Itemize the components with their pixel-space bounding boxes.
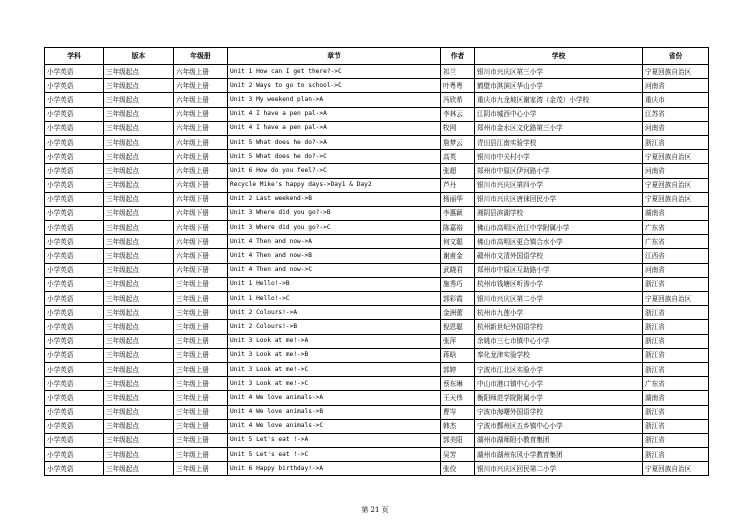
cell-author: 陈嘉裕 <box>441 221 475 235</box>
table-row <box>45 448 709 462</box>
cell-author: 吴芳 <box>441 448 475 462</box>
cell-school: 银川市兴庆区第三小学 <box>475 65 643 79</box>
header-province: 省份 <box>643 48 709 65</box>
cell-chapter: Unit 2 Ways to go to school->C <box>228 79 441 93</box>
cell-author: 金洲蕾 <box>441 306 475 320</box>
cell-subject: 小学英语 <box>45 164 104 178</box>
cell-edition: 三年级起点 <box>104 107 174 121</box>
cell-edition: 三年级起点 <box>104 292 174 306</box>
cell-grade-volume: 三年级上册 <box>174 320 228 334</box>
cell-school: 郑州市中原区伊河路小学 <box>475 164 643 178</box>
cell-author: 高英 <box>441 150 475 164</box>
table-row <box>45 135 709 149</box>
cell-author: 祁兰 <box>441 65 475 79</box>
cell-school: 江阴市城西中心小学 <box>475 107 643 121</box>
cell-grade-volume: 三年级上册 <box>174 419 228 433</box>
table-row <box>45 221 709 235</box>
cell-province: 宁夏回族自治区 <box>643 178 709 192</box>
page-number: 第 21 页 <box>361 506 389 514</box>
cell-school: 赣州市文清外国语学校 <box>475 249 643 263</box>
cell-chapter: Unit 3 My weekend plan->A <box>228 93 441 107</box>
cell-school: 郑州市中原区互助路小学 <box>475 263 643 277</box>
cell-province: 浙江省 <box>643 306 709 320</box>
table-row <box>45 164 709 178</box>
cell-subject: 小学英语 <box>45 192 104 206</box>
cell-subject: 小学英语 <box>45 462 104 476</box>
cell-subject: 小学英语 <box>45 178 104 192</box>
cell-author: 芦丹 <box>441 178 475 192</box>
cell-subject: 小学英语 <box>45 121 104 135</box>
cell-author: 詹梦云 <box>441 135 475 149</box>
table-row <box>45 419 709 433</box>
cell-author: 张超 <box>441 164 475 178</box>
cell-grade-volume: 三年级上册 <box>174 292 228 306</box>
cell-subject: 小学英语 <box>45 79 104 93</box>
cell-chapter: Unit 4 Then and now->C <box>228 263 441 277</box>
cell-school: 杭州市九莲小学 <box>475 306 643 320</box>
cell-author: 施秀巧 <box>441 277 475 291</box>
cell-subject: 小学英语 <box>45 221 104 235</box>
cell-chapter: Unit 2 Colours!->B <box>228 320 441 334</box>
cell-grade-volume: 三年级上册 <box>174 377 228 391</box>
cell-school: 湖州市湖师附小教育集团 <box>475 433 643 447</box>
cell-school: 中山市港口镇中心小学 <box>475 377 643 391</box>
cell-province: 河南省 <box>643 121 709 135</box>
cell-edition: 三年级起点 <box>104 235 174 249</box>
cell-school: 佛山市高明区沧江中学附属小学 <box>475 221 643 235</box>
cell-author: 牧网 <box>441 121 475 135</box>
cell-chapter: Unit 4 We love animals->B <box>228 405 441 419</box>
cell-grade-volume: 三年级上册 <box>174 306 228 320</box>
cell-author: 曹岑 <box>441 405 475 419</box>
cell-author: 叶粤粤 <box>441 79 475 93</box>
cell-chapter: Unit 1 How can I get there?->C <box>228 65 441 79</box>
cell-chapter: Unit 2 Colours!->A <box>228 306 441 320</box>
cell-grade-volume: 六年级下册 <box>174 235 228 249</box>
header-author: 作者 <box>441 48 475 65</box>
cell-edition: 三年级起点 <box>104 320 174 334</box>
cell-grade-volume: 六年级上册 <box>174 79 228 93</box>
cell-grade-volume: 三年级上册 <box>174 405 228 419</box>
cell-edition: 三年级起点 <box>104 277 174 291</box>
records-table <box>44 47 709 476</box>
cell-author: 何文聪 <box>441 235 475 249</box>
cell-grade-volume: 三年级上册 <box>174 391 228 405</box>
cell-chapter: Unit 5 Let's eat !->A <box>228 433 441 447</box>
cell-chapter: Recycle Mike's happy days->Day1 & Day2 <box>228 178 441 192</box>
cell-subject: 小学英语 <box>45 206 104 220</box>
cell-school: 佛山市高明区更合镇合水小学 <box>475 235 643 249</box>
cell-chapter: Unit 5 Let's eat !->C <box>228 448 441 462</box>
cell-subject: 小学英语 <box>45 448 104 462</box>
cell-subject: 小学英语 <box>45 107 104 121</box>
cell-subject: 小学英语 <box>45 277 104 291</box>
cell-author: 杨丽华 <box>441 192 475 206</box>
table-row <box>45 362 709 376</box>
cell-subject: 小学英语 <box>45 93 104 107</box>
cell-subject: 小学英语 <box>45 320 104 334</box>
cell-school: 鹤壁市淇滨区华山小学 <box>475 79 643 93</box>
cell-chapter: Unit 3 Where did you go?->B <box>228 206 441 220</box>
cell-author: 冯欣希 <box>441 93 475 107</box>
cell-edition: 三年级起点 <box>104 362 174 376</box>
cell-subject: 小学英语 <box>45 391 104 405</box>
cell-province: 浙江省 <box>643 348 709 362</box>
cell-province: 浙江省 <box>643 135 709 149</box>
cell-chapter: Unit 4 We love animals->A <box>228 391 441 405</box>
cell-grade-volume: 六年级下册 <box>174 249 228 263</box>
cell-edition: 三年级起点 <box>104 79 174 93</box>
cell-subject: 小学英语 <box>45 235 104 249</box>
cell-subject: 小学英语 <box>45 306 104 320</box>
cell-school: 重庆市九龙坡区谢家湾（金茂）小学校 <box>475 93 643 107</box>
cell-edition: 三年级起点 <box>104 135 174 149</box>
cell-province: 浙江省 <box>643 334 709 348</box>
cell-grade-volume: 六年级上册 <box>174 107 228 121</box>
cell-chapter: Unit 5 What does he do?->A <box>228 135 441 149</box>
cell-school: 宁波市江北区实验小学 <box>475 362 643 376</box>
table-row <box>45 391 709 405</box>
cell-province: 重庆市 <box>643 93 709 107</box>
cell-school: 银川市兴庆区唐徕回民小学 <box>475 192 643 206</box>
table-row <box>45 178 709 192</box>
cell-edition: 三年级起点 <box>104 121 174 135</box>
cell-chapter: Unit 5 What does he do?->C <box>228 150 441 164</box>
cell-subject: 小学英语 <box>45 263 104 277</box>
cell-school: 银川市中关村小学 <box>475 150 643 164</box>
cell-school: 银川市兴庆区第二小学 <box>475 292 643 306</box>
cell-grade-volume: 六年级下册 <box>174 221 228 235</box>
cell-grade-volume: 三年级上册 <box>174 277 228 291</box>
cell-author: 倪恩聪 <box>441 320 475 334</box>
cell-grade-volume: 六年级上册 <box>174 164 228 178</box>
cell-author: 蒋晗 <box>441 348 475 362</box>
cell-edition: 三年级起点 <box>104 221 174 235</box>
cell-author: 郭婷 <box>441 362 475 376</box>
cell-subject: 小学英语 <box>45 135 104 149</box>
cell-edition: 三年级起点 <box>104 462 174 476</box>
cell-grade-volume: 六年级下册 <box>174 263 228 277</box>
cell-school: 郑州市金水区文化路第三小学 <box>475 121 643 135</box>
cell-subject: 小学英语 <box>45 292 104 306</box>
cell-author: 武晓君 <box>441 263 475 277</box>
cell-school: 奉化龙津实验学校 <box>475 348 643 362</box>
cell-grade-volume: 三年级上册 <box>174 334 228 348</box>
cell-grade-volume: 三年级上册 <box>174 348 228 362</box>
cell-author: 蔡东琳 <box>441 377 475 391</box>
cell-chapter: Unit 4 I have a pen pal->A <box>228 107 441 121</box>
cell-subject: 小学英语 <box>45 150 104 164</box>
table-row <box>45 79 709 93</box>
cell-province: 浙江省 <box>643 433 709 447</box>
cell-subject: 小学英语 <box>45 249 104 263</box>
table-row <box>45 292 709 306</box>
table-row <box>45 263 709 277</box>
cell-subject: 小学英语 <box>45 334 104 348</box>
cell-subject: 小学英语 <box>45 419 104 433</box>
cell-chapter: Unit 4 Then and now->B <box>228 249 441 263</box>
cell-province: 湖南省 <box>643 206 709 220</box>
table-row <box>45 107 709 121</box>
cell-province: 浙江省 <box>643 362 709 376</box>
cell-school: 湘阴县滨湖学校 <box>475 206 643 220</box>
cell-grade-volume: 三年级上册 <box>174 448 228 462</box>
table-row <box>45 150 709 164</box>
cell-chapter: Unit 4 We love animals->C <box>228 419 441 433</box>
table-row <box>45 334 709 348</box>
table-row <box>45 405 709 419</box>
cell-grade-volume: 三年级上册 <box>174 362 228 376</box>
cell-subject: 小学英语 <box>45 348 104 362</box>
cell-author: 郭美阳 <box>441 433 475 447</box>
cell-chapter: Unit 1 Hello!->C <box>228 292 441 306</box>
cell-province: 浙江省 <box>643 448 709 462</box>
cell-author: 谢甫金 <box>441 249 475 263</box>
cell-province: 江西省 <box>643 249 709 263</box>
table-row <box>45 377 709 391</box>
cell-province: 河南省 <box>643 79 709 93</box>
cell-province: 广东省 <box>643 235 709 249</box>
cell-school: 余姚市三七市镇中心小学 <box>475 334 643 348</box>
cell-subject: 小学英语 <box>45 65 104 79</box>
cell-province: 浙江省 <box>643 320 709 334</box>
table-row <box>45 348 709 362</box>
cell-school: 湖州市湖州东风小学教育集团 <box>475 448 643 462</box>
cell-author: 张萍 <box>441 334 475 348</box>
cell-province: 湖南省 <box>643 391 709 405</box>
cell-province: 宁夏回族自治区 <box>643 292 709 306</box>
cell-grade-volume: 三年级上册 <box>174 462 228 476</box>
cell-edition: 三年级起点 <box>104 448 174 462</box>
cell-province: 宁夏回族自治区 <box>643 192 709 206</box>
cell-edition: 三年级起点 <box>104 348 174 362</box>
cell-edition: 三年级起点 <box>104 306 174 320</box>
cell-edition: 三年级起点 <box>104 377 174 391</box>
cell-edition: 三年级起点 <box>104 206 174 220</box>
cell-province: 河南省 <box>643 164 709 178</box>
cell-province: 广东省 <box>643 221 709 235</box>
table-row <box>45 192 709 206</box>
cell-author: 张佼 <box>441 462 475 476</box>
table-row <box>45 462 709 476</box>
cell-school: 银川市兴庆区回民第二小学 <box>475 462 643 476</box>
cell-edition: 三年级起点 <box>104 178 174 192</box>
cell-grade-volume: 六年级下册 <box>174 192 228 206</box>
header-chapter: 章节 <box>228 48 441 65</box>
cell-chapter: Unit 3 Look at me!->B <box>228 348 441 362</box>
cell-edition: 三年级起点 <box>104 164 174 178</box>
cell-chapter: Unit 6 How do you feel?->C <box>228 164 441 178</box>
cell-edition: 三年级起点 <box>104 433 174 447</box>
cell-school: 宁波市鄞州区五乡镇中心小学 <box>475 419 643 433</box>
cell-province: 浙江省 <box>643 405 709 419</box>
header-row <box>45 48 709 65</box>
cell-province: 宁夏回族自治区 <box>643 150 709 164</box>
table-row <box>45 249 709 263</box>
table-row <box>45 433 709 447</box>
cell-chapter: Unit 3 Look at me!->C <box>228 377 441 391</box>
cell-province: 宁夏回族自治区 <box>643 65 709 79</box>
cell-chapter: Unit 4 I have a pen pal->A <box>228 121 441 135</box>
table-row <box>45 235 709 249</box>
cell-author: 李惠颖 <box>441 206 475 220</box>
cell-author: 韩杰 <box>441 419 475 433</box>
cell-author: 李林云 <box>441 107 475 121</box>
cell-grade-volume: 六年级下册 <box>174 178 228 192</box>
cell-school: 杭州新世纪外国语学校 <box>475 320 643 334</box>
table-row <box>45 277 709 291</box>
data-sheet <box>44 47 708 476</box>
table-row <box>45 320 709 334</box>
cell-chapter: Unit 3 Look at me!->A <box>228 334 441 348</box>
cell-chapter: Unit 2 Last weekend->B <box>228 192 441 206</box>
cell-subject: 小学英语 <box>45 377 104 391</box>
table-row <box>45 93 709 107</box>
cell-school: 青田县江南实验学校 <box>475 135 643 149</box>
cell-grade-volume: 三年级上册 <box>174 433 228 447</box>
header-edition: 版本 <box>104 48 174 65</box>
header-school: 学校 <box>475 48 643 65</box>
table-row <box>45 306 709 320</box>
cell-edition: 三年级起点 <box>104 93 174 107</box>
table-row <box>45 65 709 79</box>
cell-grade-volume: 六年级上册 <box>174 150 228 164</box>
cell-subject: 小学英语 <box>45 362 104 376</box>
cell-grade-volume: 六年级下册 <box>174 206 228 220</box>
cell-subject: 小学英语 <box>45 433 104 447</box>
cell-author: 王天伟 <box>441 391 475 405</box>
cell-chapter: Unit 3 Where did you go?->C <box>228 221 441 235</box>
cell-school: 银川市兴庆区第四小学 <box>475 178 643 192</box>
cell-province: 河南省 <box>643 263 709 277</box>
cell-grade-volume: 六年级上册 <box>174 93 228 107</box>
cell-edition: 三年级起点 <box>104 405 174 419</box>
cell-subject: 小学英语 <box>45 405 104 419</box>
cell-province: 浙江省 <box>643 419 709 433</box>
cell-edition: 三年级起点 <box>104 249 174 263</box>
table-body <box>45 65 709 476</box>
cell-edition: 三年级起点 <box>104 334 174 348</box>
cell-province: 广东省 <box>643 377 709 391</box>
cell-school: 杭州市钱塘区听涛小学 <box>475 277 643 291</box>
cell-chapter: Unit 1 Hello!->B <box>228 277 441 291</box>
cell-chapter: Unit 4 Then and now->A <box>228 235 441 249</box>
header-grade-volume: 年级册 <box>174 48 228 65</box>
cell-edition: 三年级起点 <box>104 391 174 405</box>
cell-author: 郭彩霞 <box>441 292 475 306</box>
header-subject: 学科 <box>45 48 104 65</box>
cell-province: 江苏省 <box>643 107 709 121</box>
cell-grade-volume: 六年级上册 <box>174 65 228 79</box>
cell-edition: 三年级起点 <box>104 263 174 277</box>
cell-grade-volume: 六年级上册 <box>174 135 228 149</box>
table-row <box>45 121 709 135</box>
cell-edition: 三年级起点 <box>104 65 174 79</box>
cell-edition: 三年级起点 <box>104 192 174 206</box>
cell-province: 宁夏回族自治区 <box>643 462 709 476</box>
cell-grade-volume: 六年级上册 <box>174 121 228 135</box>
cell-school: 宁波市海曙外国语学校 <box>475 405 643 419</box>
cell-edition: 三年级起点 <box>104 419 174 433</box>
table-row <box>45 206 709 220</box>
cell-chapter: Unit 6 Happy birthday!->A <box>228 462 441 476</box>
cell-edition: 三年级起点 <box>104 150 174 164</box>
cell-chapter: Unit 3 Look at me!->C <box>228 362 441 376</box>
cell-school: 衡阳师范学院附属小学 <box>475 391 643 405</box>
cell-province: 浙江省 <box>643 277 709 291</box>
